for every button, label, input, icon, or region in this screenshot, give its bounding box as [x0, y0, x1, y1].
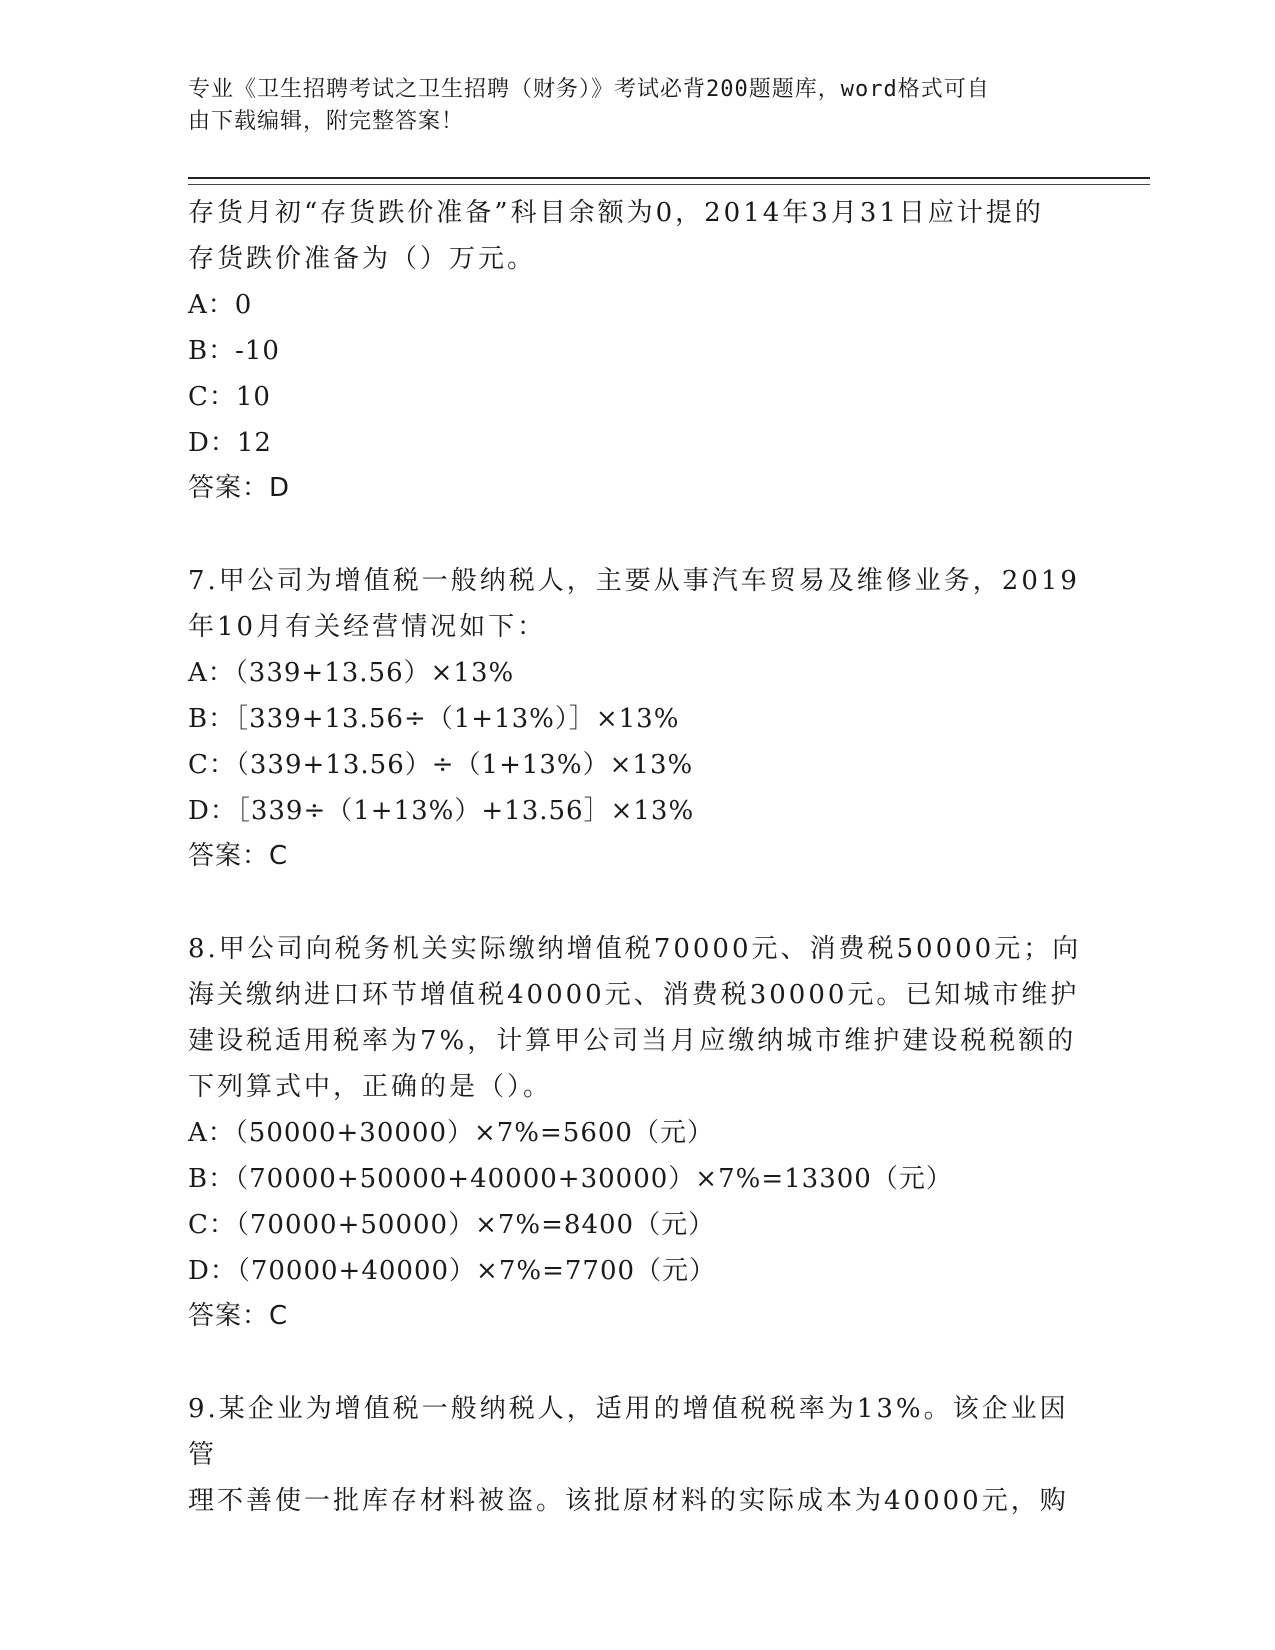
- question-8-option-d: D：（70000+40000）×7%=7700（元）: [188, 1256, 717, 1286]
- question-8-stem-line-3: 建设税适用税率为7%，计算甲公司当月应缴纳城市维护建设税税额的: [188, 1026, 1077, 1056]
- question-8-stem-line-4: 下列算式中，正确的是（）。: [188, 1072, 553, 1102]
- question-9-stem-line-1: 9.某企业为增值税一般纳税人，适用的增值税税率为13%。该企业因管: [188, 1394, 1069, 1470]
- question-7-option-d: D：［339÷（1+13%）+13.56］×13%: [188, 796, 695, 826]
- question-6-option-d: D：12: [188, 428, 272, 458]
- question-7-option-c: C：（339+13.56）÷（1+13%）×13%: [188, 750, 694, 780]
- question-8-answer: 答案：C: [188, 1301, 289, 1331]
- header-rule-thin: [188, 184, 1150, 185]
- question-8: [188, 926, 1088, 1338]
- question-8-option-c: C：（70000+50000）×7%=8400（元）: [188, 1210, 716, 1240]
- question-6-option-b: B：-10: [188, 336, 280, 366]
- question-7-answer: 答案：C: [188, 841, 289, 871]
- header-line-2: 由下载编辑，附完整答案！: [188, 109, 465, 134]
- header-line-1: 专业《卫生招聘考试之卫生招聘（财务）》考试必背200题题库，word格式可自: [188, 77, 990, 102]
- question-8-option-b: B：（70000+50000+40000+30000）×7%=13300（元）: [188, 1164, 953, 1194]
- question-8-stem-line-2: 海关缴纳进口环节增值税40000元、消费税30000元。已知城市维护: [188, 980, 1080, 1010]
- question-6-option-a: A：0: [188, 290, 253, 320]
- question-7: [188, 558, 1088, 878]
- question-6-answer: 答案：D: [188, 473, 291, 503]
- question-8-option-a: A：（50000+30000）×7%=5600（元）: [188, 1118, 714, 1148]
- question-7-stem-line-2: 年10月有关经营情况如下：: [188, 612, 547, 642]
- question-list: [188, 190, 1088, 1524]
- header-rule-thick: [188, 177, 1150, 179]
- question-6: [188, 190, 1088, 510]
- spacer: [188, 878, 1088, 926]
- question-6-option-c: C：10: [188, 382, 271, 412]
- spacer: [188, 1338, 1088, 1386]
- document-header: [188, 74, 1068, 138]
- question-8-stem-line-1: 8.甲公司向税务机关实际缴纳增值税70000元、消费税50000元；向: [188, 934, 1082, 964]
- question-6-stem-line-1: 存货月初“存货跌价准备”科目余额为0，2014年3月31日应计提的: [188, 198, 1044, 228]
- question-9-stem-line-2: 理不善使一批库存材料被盗。该批原材料的实际成本为40000元，购: [188, 1486, 1069, 1516]
- question-6-stem-line-2: 存货跌价准备为（）万元。: [188, 244, 537, 274]
- question-7-stem-line-1: 7.甲公司为增值税一般纳税人，主要从事汽车贸易及维修业务，2019: [188, 566, 1080, 596]
- question-7-option-b: B：［339+13.56÷（1+13%）］×13%: [188, 704, 680, 734]
- spacer: [188, 510, 1088, 558]
- question-9: [188, 1386, 1088, 1524]
- question-7-option-a: A：（339+13.56）×13%: [188, 658, 515, 688]
